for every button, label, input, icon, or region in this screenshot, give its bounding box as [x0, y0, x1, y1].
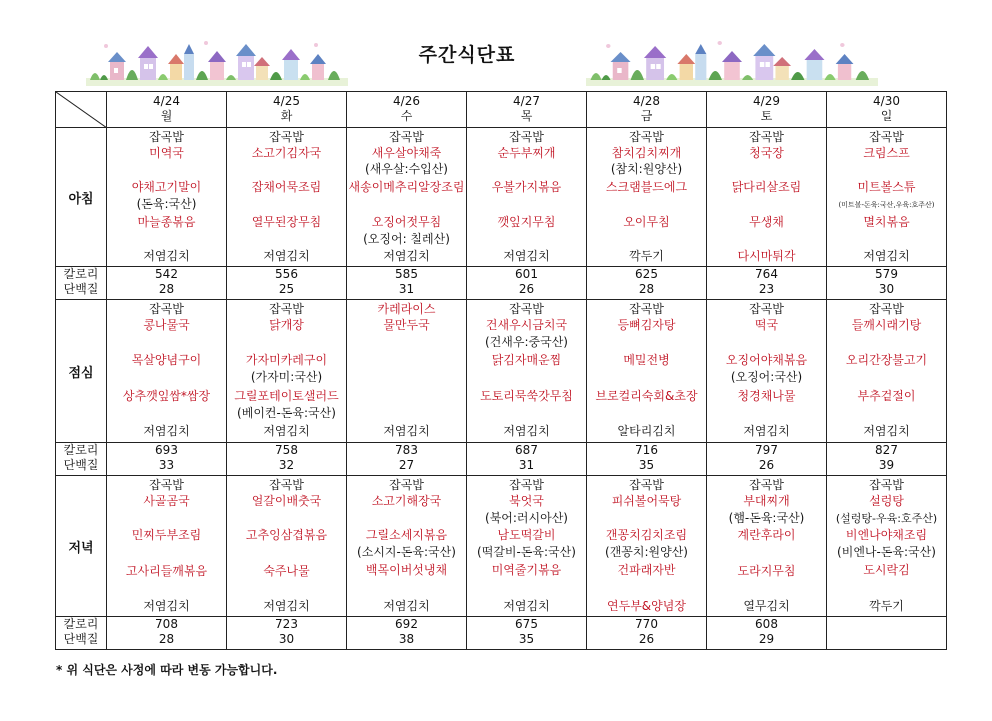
- calorie-value: 797: [755, 443, 778, 457]
- nutrition-cell: [467, 443, 587, 476]
- menu-item: 마늘종볶음: [137, 215, 196, 229]
- calorie-value: 827: [875, 443, 898, 457]
- menu-item: 저염김치: [383, 599, 430, 613]
- menu-item: 브로컬리숙회&초장: [595, 389, 698, 403]
- menu-cell: [227, 476, 347, 617]
- menu-item: 그릴소세지볶음: [365, 528, 448, 542]
- menu-item: 저염김치: [263, 249, 310, 263]
- menu-cell: [227, 128, 347, 267]
- menu-item: 저염김치: [143, 424, 190, 438]
- nutrition-cell: [827, 267, 947, 300]
- menu-item: 저염김치: [503, 249, 550, 263]
- day-header: 4/29 토: [707, 92, 827, 128]
- menu-item: (돈육:국산): [136, 197, 197, 211]
- menu-item: 스크램블드에그: [605, 180, 688, 194]
- nutrition-cell: [227, 443, 347, 476]
- menu-cell: [587, 128, 707, 267]
- menu-item: 들깨시래기탕: [851, 318, 922, 332]
- menu-item: 잡곡밥: [509, 478, 544, 492]
- menu-item: 도시락김: [863, 563, 910, 577]
- menu-item: 도라지무침: [737, 564, 796, 578]
- calorie-label: 칼로리: [63, 267, 99, 281]
- menu-item: 닭개장: [269, 318, 304, 332]
- menu-item: 순두부찌개: [497, 146, 556, 160]
- protein-value: 31: [398, 282, 415, 296]
- menu-item: (오징어: 칠레산): [363, 232, 450, 246]
- nutrition-row: [56, 617, 947, 650]
- menu-item: (새우살:수입산): [365, 162, 448, 176]
- nutrition-cell: [707, 443, 827, 476]
- menu-cell: [827, 300, 947, 443]
- calorie-value: 579: [875, 267, 898, 281]
- protein-value: 30: [278, 632, 295, 646]
- day-header: 4/26 수: [347, 92, 467, 128]
- menu-item: (설렁탕-우육:호주산): [835, 512, 938, 525]
- menu-item: 목살양념구이: [131, 353, 202, 367]
- menu-item: 알타리김치: [617, 424, 676, 438]
- menu-item: 저염김치: [263, 424, 310, 438]
- menu-item: 오이무침: [623, 215, 670, 229]
- menu-item: 잡곡밥: [749, 478, 784, 492]
- village-illustration-left: [86, 38, 348, 86]
- menu-item: 등뼈김자탕: [617, 318, 676, 332]
- nutrition-label: [56, 617, 107, 650]
- calorie-value: 625: [635, 267, 658, 281]
- menu-item: 청국장: [749, 146, 784, 160]
- menu-cell: [587, 476, 707, 617]
- menu-item: 오리간장불고기: [845, 353, 928, 367]
- calorie-value: 556: [275, 267, 298, 281]
- nutrition-cell: [707, 267, 827, 300]
- calorie-value: 687: [515, 443, 538, 457]
- menu-cell: [467, 300, 587, 443]
- menu-item: 잡곡밥: [749, 130, 784, 144]
- protein-value: 28: [158, 282, 175, 296]
- menu-cell: [707, 476, 827, 617]
- menu-item: 오징어야채볶음: [725, 353, 808, 367]
- menu-item: 저염김치: [383, 249, 430, 263]
- menu-item: 저염김치: [143, 249, 190, 263]
- nutrition-cell: [707, 617, 827, 650]
- menu-item: 무생채: [749, 215, 784, 229]
- menu-item: 백목이버섯냉채: [365, 563, 448, 577]
- menu-item: 우볼가지볶음: [491, 180, 562, 194]
- menu-item: 건파래자반: [617, 563, 676, 577]
- menu-item: 연두부&양념장: [607, 599, 686, 613]
- protein-label: 단백질: [63, 282, 99, 296]
- protein-value: 39: [878, 458, 895, 472]
- menu-item: 소고기해장국: [371, 494, 442, 508]
- menu-item: 저염김치: [503, 599, 550, 613]
- menu-item: 저염김치: [863, 424, 910, 438]
- nutrition-cell: [107, 443, 227, 476]
- menu-item: 닭김자매운찜: [491, 353, 562, 367]
- menu-item: (떡갈비-돈육:국산): [477, 545, 576, 559]
- calorie-value: 723: [275, 617, 298, 631]
- calorie-value: 708: [155, 617, 178, 631]
- calorie-value: 783: [395, 443, 418, 457]
- menu-item: (갠꽁치:원양산): [605, 545, 688, 559]
- menu-item: 잡곡밥: [149, 478, 184, 492]
- calorie-value: 716: [635, 443, 658, 457]
- calorie-value: 758: [275, 443, 298, 457]
- calorie-value: 693: [155, 443, 178, 457]
- nutrition-cell: [467, 617, 587, 650]
- menu-item: 저염김치: [743, 424, 790, 438]
- weekly-menu-table: [55, 91, 947, 650]
- menu-item: 얼갈이배춧국: [251, 494, 322, 508]
- protein-value: 33: [158, 458, 175, 472]
- meal-label: 아침: [56, 128, 107, 267]
- menu-item: 고사리들깨볶음: [125, 564, 208, 578]
- menu-item: 미트볼스튜: [857, 180, 916, 194]
- menu-item: 새송이메추리알장조림: [348, 180, 465, 194]
- day-header: 4/24 월: [107, 92, 227, 128]
- nutrition-row: [56, 443, 947, 476]
- menu-item: 잡곡밥: [869, 478, 904, 492]
- calorie-label: 칼로리: [63, 443, 99, 457]
- meal-row: [56, 476, 947, 617]
- menu-item: 설렁탕: [869, 494, 904, 508]
- menu-item: 상추깻잎쌈*쌈장: [122, 389, 211, 403]
- menu-item: 잡곡밥: [509, 302, 544, 316]
- menu-item: 잡곡밥: [269, 130, 304, 144]
- menu-item: 건새우시금치국: [485, 318, 568, 332]
- meal-row: [56, 300, 947, 443]
- meal-label: 점심: [56, 300, 107, 443]
- nutrition-cell: [347, 617, 467, 650]
- protein-label: 단백질: [63, 458, 99, 472]
- menu-item: 메밀전병: [623, 353, 670, 367]
- menu-item: 북엇국: [509, 494, 544, 508]
- menu-cell: [587, 300, 707, 443]
- footnote: * 위 식단은 사정에 따라 변동 가능합니다.: [56, 663, 278, 677]
- menu-cell: [347, 300, 467, 443]
- protein-value: 30: [878, 282, 895, 296]
- menu-item: 잡곡밥: [149, 130, 184, 144]
- protein-value: 28: [158, 632, 175, 646]
- nutrition-cell: [227, 267, 347, 300]
- header-row: [56, 92, 947, 128]
- menu-cell: [347, 476, 467, 617]
- menu-item: 야채고기말이: [131, 180, 202, 194]
- day-header: 4/30 일: [827, 92, 947, 128]
- menu-cell: [707, 300, 827, 443]
- nutrition-label: [56, 443, 107, 476]
- nutrition-label: [56, 267, 107, 300]
- menu-item: 청경채나물: [737, 389, 796, 403]
- protein-value: 28: [638, 282, 655, 296]
- menu-item: 잡곡밥: [149, 302, 184, 316]
- menu-item: 잡곡밥: [629, 130, 664, 144]
- menu-item: (가자미:국산): [250, 370, 323, 384]
- menu-item: (베이컨-돈육:국산): [237, 406, 336, 420]
- day-header: 4/27 목: [467, 92, 587, 128]
- menu-cell: [467, 476, 587, 617]
- day-header: 4/25 화: [227, 92, 347, 128]
- village-illustration-right: [586, 38, 878, 86]
- menu-item: (북어:러시아산): [485, 511, 568, 525]
- menu-item: 열무된장무침: [251, 215, 322, 229]
- calorie-value: 601: [515, 267, 538, 281]
- menu-item: 미역국: [149, 146, 184, 160]
- nutrition-cell: [587, 267, 707, 300]
- menu-item: 그릴포테이토샐러드: [234, 389, 339, 403]
- protein-value: 23: [758, 282, 775, 296]
- protein-label: 단백질: [63, 632, 99, 646]
- menu-item: 열무김치: [743, 599, 790, 613]
- protein-value: 26: [638, 632, 655, 646]
- calorie-label: 칼로리: [63, 617, 99, 631]
- menu-item: 크림스프: [863, 146, 910, 160]
- menu-item: 잡곡밥: [629, 478, 664, 492]
- menu-item: 비엔나야채조림: [845, 528, 928, 542]
- protein-value: 27: [398, 458, 415, 472]
- nutrition-cell: [347, 443, 467, 476]
- corner-cell: [56, 92, 107, 128]
- menu-item: 깍두기: [629, 249, 664, 263]
- nutrition-cell: [827, 617, 947, 650]
- menu-item: (건새우:중국산): [485, 335, 568, 349]
- menu-item: 오징어젓무침: [371, 215, 442, 229]
- meal-row: [56, 128, 947, 267]
- menu-item: 잡곡밥: [749, 302, 784, 316]
- menu-item: 참치김치찌개: [611, 146, 682, 160]
- menu-item: 고추잉삼겹볶음: [245, 528, 328, 542]
- menu-cell: [467, 128, 587, 267]
- protein-value: 38: [398, 632, 415, 646]
- menu-item: 멸치볶음: [863, 215, 910, 229]
- menu-item: 잡곡밥: [269, 478, 304, 492]
- menu-item: (참치:원양산): [610, 162, 683, 176]
- menu-item: 잡곡밥: [509, 130, 544, 144]
- menu-item: 잡곡밥: [869, 130, 904, 144]
- menu-item: 갠꽁치김치조림: [605, 528, 688, 542]
- menu-item: 닭다리살조림: [731, 180, 802, 194]
- nutrition-cell: [227, 617, 347, 650]
- menu-item: 계란후라이: [737, 528, 796, 542]
- menu-item: 다시마튀각: [737, 249, 796, 263]
- menu-cell: [107, 476, 227, 617]
- menu-item: 떡국: [754, 318, 779, 332]
- menu-item: 잡곡밥: [269, 302, 304, 316]
- menu-cell: [827, 128, 947, 267]
- day-header: 4/28 금: [587, 92, 707, 128]
- calorie-value: 770: [635, 617, 658, 631]
- protein-value: 35: [638, 458, 655, 472]
- menu-item: (햄-돈육:국산): [728, 511, 805, 525]
- menu-cell: [347, 128, 467, 267]
- menu-item: 사골곰국: [143, 494, 190, 508]
- meal-label: 저녁: [56, 476, 107, 617]
- protein-value: 31: [518, 458, 535, 472]
- protein-value: 29: [758, 632, 775, 646]
- page-title: 주간식단표: [418, 44, 516, 66]
- menu-item: 저염김치: [143, 599, 190, 613]
- calorie-value: 675: [515, 617, 538, 631]
- menu-item: (비엔나-돈육:국산): [837, 545, 936, 559]
- calorie-value: 764: [755, 267, 778, 281]
- calorie-value: 608: [755, 617, 778, 631]
- menu-item: 저염김치: [863, 249, 910, 263]
- diagonal-line: [56, 92, 107, 128]
- menu-item: 깍두기: [869, 599, 904, 613]
- menu-item: 가자미카레구이: [245, 353, 328, 367]
- menu-item: 도토리묵쑥갓무침: [480, 389, 573, 403]
- nutrition-cell: [107, 617, 227, 650]
- menu-item: 저염김치: [263, 599, 310, 613]
- protein-value: 35: [518, 632, 535, 646]
- nutrition-cell: [587, 617, 707, 650]
- menu-cell: [827, 476, 947, 617]
- menu-item: 숙주나물: [263, 564, 310, 578]
- menu-item: 카레라이스: [377, 302, 436, 316]
- menu-item: (오징어:국산): [730, 370, 803, 384]
- menu-item: 콩나물국: [143, 318, 190, 332]
- menu-item: 물만두국: [383, 318, 430, 332]
- menu-cell: [707, 128, 827, 267]
- protein-value: 25: [278, 282, 295, 296]
- menu-item: 소고기김자국: [251, 146, 322, 160]
- menu-item: 저염김치: [383, 424, 430, 438]
- protein-value: 26: [518, 282, 535, 296]
- menu-item: 깻잎지무침: [497, 215, 556, 229]
- menu-item: 잡채어묵조림: [251, 180, 322, 194]
- nutrition-cell: [467, 267, 587, 300]
- menu-item: 미역줄기볶음: [491, 563, 562, 577]
- menu-item: 민찌두부조림: [131, 528, 202, 542]
- calorie-value: 692: [395, 617, 418, 631]
- menu-item: 잡곡밥: [389, 478, 424, 492]
- calorie-value: 542: [155, 267, 178, 281]
- menu-item: 부대찌개: [743, 494, 790, 508]
- protein-value: 26: [758, 458, 775, 472]
- menu-item: 저염김치: [503, 424, 550, 438]
- menu-item: 잡곡밥: [629, 302, 664, 316]
- menu-item: 부추겉절이: [857, 389, 916, 403]
- menu-item: (미트볼-돈육:국산,우육:호주산): [838, 201, 935, 209]
- menu-item: 새우살야채죽: [371, 146, 442, 160]
- menu-item: 피쉬볼어묵탕: [611, 494, 682, 508]
- protein-value: 32: [278, 458, 295, 472]
- menu-item: 잡곡밥: [389, 130, 424, 144]
- nutrition-cell: [827, 443, 947, 476]
- calorie-value: 585: [395, 267, 418, 281]
- nutrition-cell: [347, 267, 467, 300]
- nutrition-row: [56, 267, 947, 300]
- menu-item: 남도떡갈비: [497, 528, 556, 542]
- nutrition-cell: [587, 443, 707, 476]
- menu-item: 잡곡밥: [869, 302, 904, 316]
- menu-cell: [107, 128, 227, 267]
- menu-cell: [227, 300, 347, 443]
- menu-cell: [107, 300, 227, 443]
- nutrition-cell: [107, 267, 227, 300]
- menu-item: (소시지-돈육:국산): [357, 545, 456, 559]
